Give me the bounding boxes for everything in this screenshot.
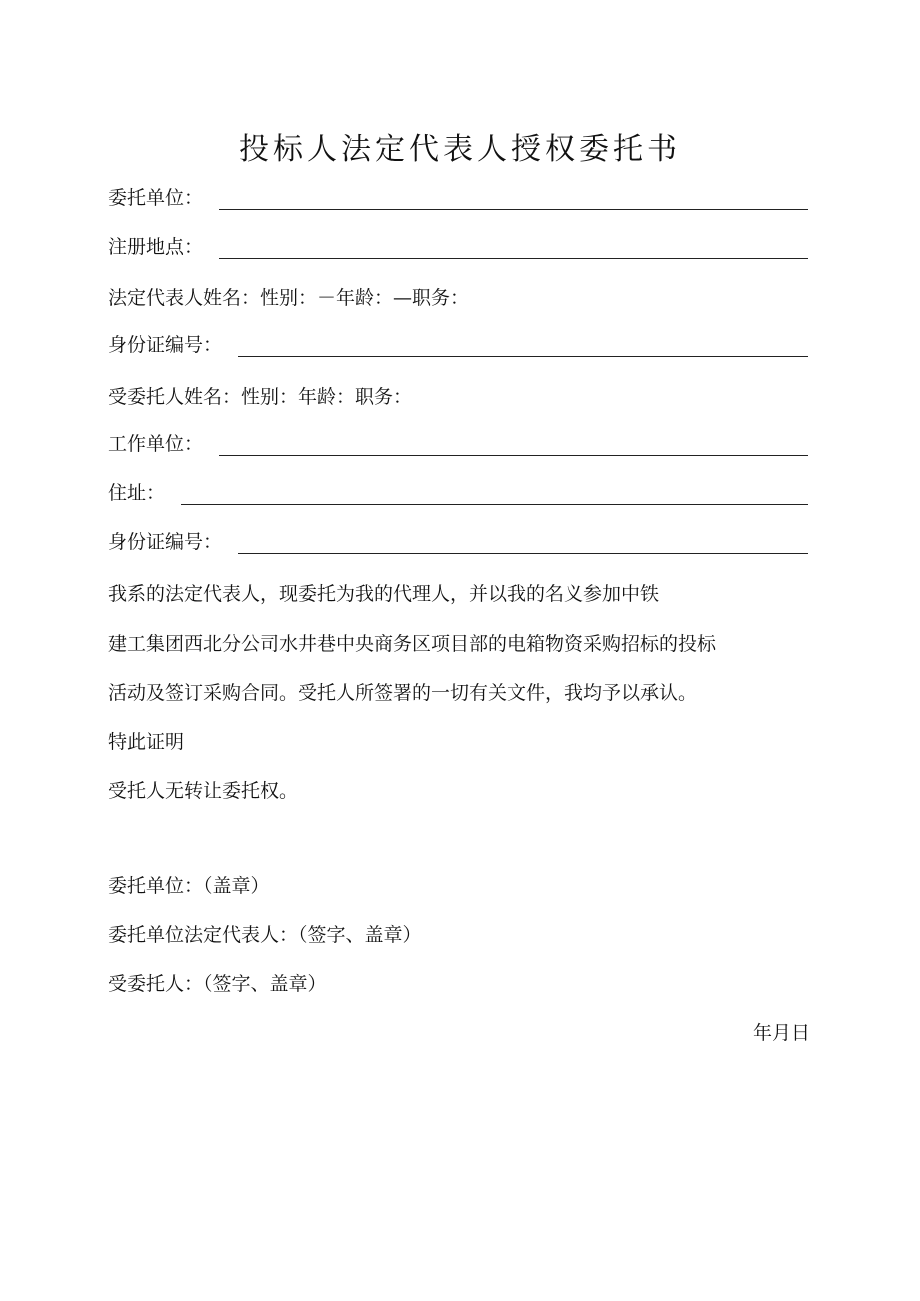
- agent-work-unit-blank[interactable]: [219, 455, 808, 456]
- agent-work-unit-row: [108, 426, 808, 460]
- document-title: 投标人法定代表人授权委托书: [239, 132, 681, 167]
- body-paragraph-line-3: 活动及签订采购合同。受托人所签署的一切有关文件，我均予以承认。: [108, 682, 698, 704]
- agent-work-unit-label: 工作单位：: [108, 433, 204, 455]
- agent-address-blank[interactable]: [181, 504, 808, 505]
- legal-rep-info-line: 法定代表人姓名：性别：－年龄：—职务：: [108, 287, 470, 309]
- agent-address-row: [108, 475, 808, 509]
- unit-seal-line: 委托单位：（盖章）: [108, 875, 270, 897]
- agent-address-label: 住址：: [108, 482, 166, 504]
- agent-id-row: [108, 524, 808, 558]
- no-transfer-line: 受托人无转让委托权。: [108, 780, 299, 802]
- entrusting-unit-label: 委托单位：: [108, 187, 204, 209]
- body-paragraph-line-1: 我系的法定代表人，现委托为我的代理人，并以我的名义参加中铁: [108, 583, 660, 605]
- agent-id-blank[interactable]: [238, 553, 808, 554]
- entrusting-unit-blank[interactable]: [219, 209, 808, 210]
- agent-info-line: 受委托人姓名：性别：年龄：职务：: [108, 386, 413, 408]
- agent-id-label: 身份证编号：: [108, 531, 223, 553]
- legal-rep-id-label: 身份证编号：: [108, 334, 223, 356]
- registered-address-row: [108, 229, 808, 263]
- legal-rep-id-blank[interactable]: [238, 356, 808, 357]
- legal-rep-sign-line: 委托单位法定代表人：（签字、盖章）: [108, 924, 422, 946]
- registered-address-blank[interactable]: [219, 258, 808, 259]
- agent-sign-line: 受委托人：（签字、盖章）: [108, 973, 327, 995]
- legal-rep-id-row: [108, 327, 808, 361]
- registered-address-label: 注册地点：: [108, 236, 204, 258]
- body-paragraph-line-2: 建工集团西北分公司水井巷中央商务区项目部的电箱物资采购招标的投标: [108, 633, 717, 655]
- entrusting-unit-row: [108, 180, 808, 214]
- certification-line: 特此证明: [108, 731, 185, 753]
- date-line: 年月日: [752, 1022, 810, 1044]
